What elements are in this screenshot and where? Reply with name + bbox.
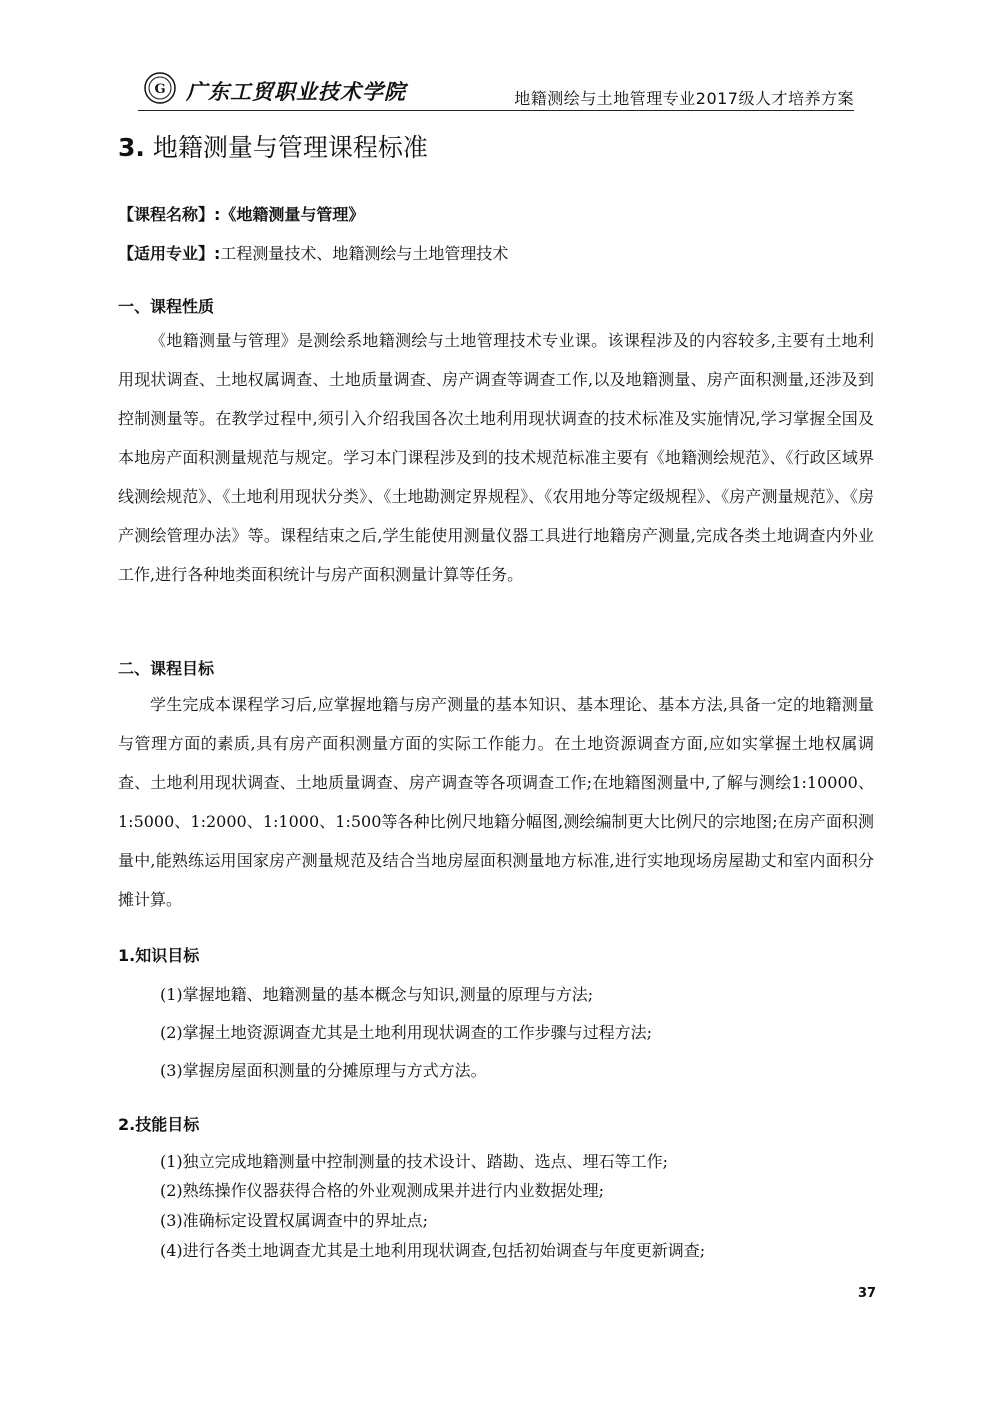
school-logo-icon — [144, 72, 176, 104]
section-heading: 二、课程目标 — [118, 659, 215, 678]
section-body: 《地籍测量与管理》是测绘系地籍测绘与土地管理技术专业课。该课程涉及的内容较多,主要有土地利用现状调查、土地权属调查、土地质量调查、房产调查等调查工作,以及地籍测量、房产面积测量,还涉及到控制测量等。在教学过程中,须引入介绍我国各次土地利用现状调查的技术标准及实施情况,学习掌握全国及本地房产面积测量规范与规定。学习本门课程涉及到的技术规范标准主要有《地籍测绘规范》、《行政区域界线测绘规范》、《土地利用现状分类》、《土地勘测定界规程》、《农用地分等定级规程》、《房产测量规范》、《房产测绘管理办法》等。课程结束之后,学生能使用测量仪器工具进行地籍房产测量,完成各类土地调查内外业工作,进行各种地类面积统计与房产面积测量计算等任务。 — [118, 331, 874, 584]
document-title: 地籍测绘与土地管理专业2017级人才培养方案 — [514, 89, 854, 108]
list-item: (4)进行各类土地调查尤其是土地利用现状调查,包括初始调查与年度更新调查; — [160, 1241, 706, 1260]
page-title — [118, 128, 428, 164]
list-item: (3)准确标定设置权属调查中的界址点; — [160, 1211, 429, 1230]
list-item: (1)掌握地籍、地籍测量的基本概念与知识,测量的原理与方法; — [160, 985, 594, 1004]
subsection-heading: 1.知识目标 — [118, 946, 200, 965]
title-number: 3. — [118, 133, 145, 162]
page-header — [138, 68, 854, 111]
svg-text:G: G — [154, 82, 166, 97]
section-body: 学生完成本课程学习后,应掌握地籍与房产测量的基本知识、基本理论、基本方法,具备一定的地籍测量与管理方面的素质,具有房产面积测量方面的实际工作能力。在土地资源调查方面,应如实掌握土地权属调查、土地利用现状调查、土地质量调查、房产调查等各项调查工作;在地籍图测量中,了解与测绘1:10000、1:5000、1:2000、1:1000、1:500等各种比例尺地籍分幅图,测绘编制更大比例尺的宗地图;在房产面积测量中,能熟练运用国家房产测量规范及结合当地房屋面积测量地方标准,进行实地现场房屋勘丈和室内面积分摊计算。 — [118, 695, 874, 909]
title-text: 地籍测量与管理课程标准 — [152, 133, 428, 162]
list-item: (2)熟练操作仪器获得合格的外业观测成果并进行内业数据处理; — [160, 1181, 605, 1200]
school-name: 广东工贸职业技术学院 — [186, 79, 406, 104]
major-label: 【适用专业】: — [118, 244, 221, 263]
applicable-major — [118, 241, 508, 264]
list-item: (1)独立完成地籍测量中控制测量的技术设计、踏勘、选点、埋石等工作; — [160, 1152, 669, 1171]
section-heading: 一、课程性质 — [118, 297, 215, 316]
course-name: 【课程名称】:《地籍测量与管理》 — [118, 205, 365, 224]
page-number: 37 — [858, 1286, 877, 1301]
major-value: 工程测量技术、地籍测绘与土地管理技术 — [220, 244, 509, 263]
list-item: (3)掌握房屋面积测量的分摊原理与方式方法。 — [160, 1061, 487, 1080]
subsection-heading: 2.技能目标 — [118, 1115, 200, 1134]
list-item: (2)掌握土地资源调查尤其是土地利用现状调查的工作步骤与过程方法; — [160, 1023, 653, 1042]
